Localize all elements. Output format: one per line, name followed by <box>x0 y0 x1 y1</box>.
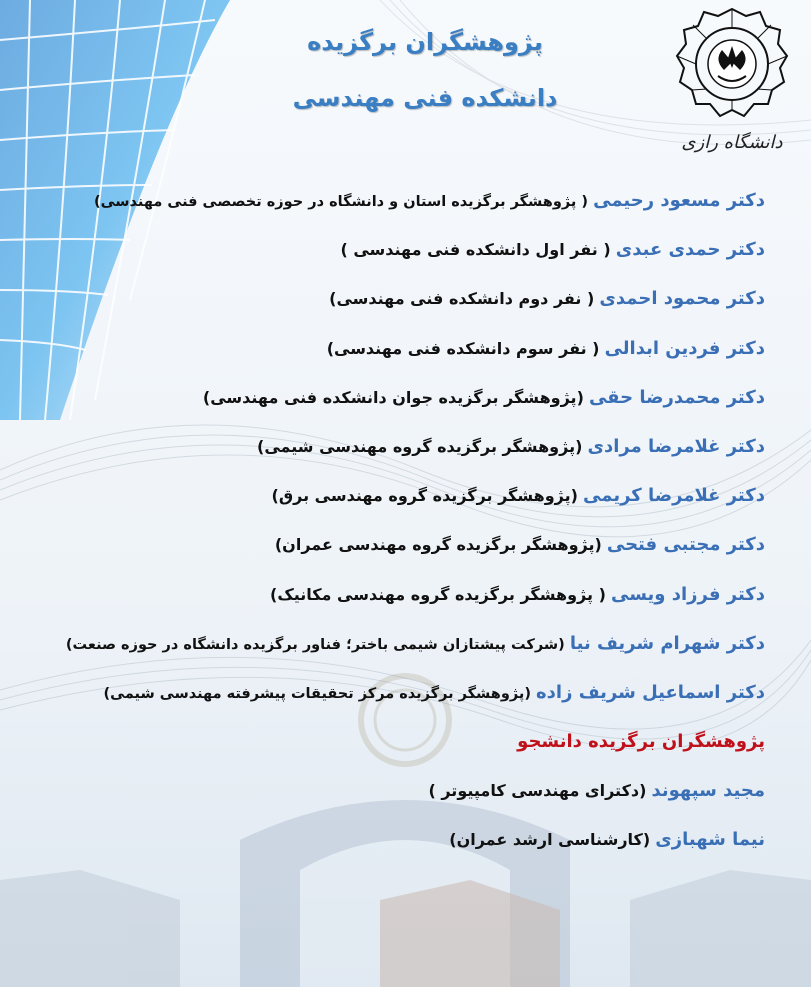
researcher-name: دکتر محمود احمدی <box>599 288 765 310</box>
list-item <box>45 284 765 333</box>
researcher-description: (شرکت پیشتازان شیمی باختر؛ فناور برگزیده دانشگاه در حوزه صنعت) <box>65 636 565 653</box>
researcher-name: دکتر اسماعیل شریف زاده <box>536 681 765 703</box>
page-subtitle: دانشکده فنی مهندسی <box>292 84 558 112</box>
list-item <box>45 825 765 874</box>
researcher-description: (پژوهشگر برگزیده جوان دانشکده فنی مهندسی) <box>202 387 584 407</box>
list-item <box>45 580 765 629</box>
researcher-description: ( نفر سوم دانشکده فنی مهندسی) <box>326 338 600 358</box>
researcher-name: دکتر غلامرضا مرادی <box>587 435 765 457</box>
researcher-name: دکتر حمدی عبدی <box>615 239 765 261</box>
researcher-name: دکتر فردین ابدالی <box>604 337 765 359</box>
researcher-description: ( نفر اول دانشکده فنی مهندسی ) <box>340 240 611 260</box>
student-description: (دکترای مهندسی کامپیوتر ) <box>428 781 647 801</box>
list-item <box>45 383 765 432</box>
students-heading-row <box>45 727 765 776</box>
student-description: (کارشناسی ارشد عمران) <box>449 830 651 850</box>
students-heading: پژوهشگران برگزیده دانشجو <box>517 731 765 753</box>
razi-university-seal-icon <box>662 4 802 129</box>
researcher-name: دکتر مجتبی فتحی <box>606 534 765 556</box>
list-item <box>45 776 765 825</box>
researcher-description: (پژوهشگر برگزیده گروه مهندسی شیمی) <box>257 436 583 456</box>
researcher-description: (پژوهشگر برگزیده مرکز تحقیقات پیشرفته مهندسی شیمی) <box>103 685 531 702</box>
researcher-description: ( پژوهشگر برگزیده گروه مهندسی مکانیک) <box>270 584 606 604</box>
list-item <box>45 235 765 284</box>
researcher-name: دکتر محمدرضا حقی <box>588 386 765 408</box>
researcher-name: دکتر غلامرضا کریمی <box>583 485 765 507</box>
page-header <box>250 22 600 112</box>
student-name: نیما شهبازی <box>655 829 765 851</box>
researcher-description: ( نفر دوم دانشکده فنی مهندسی) <box>329 289 595 309</box>
page-title: پژوهشگران برگزیده <box>307 28 543 56</box>
researcher-description: ( پژوهشگر برگزیده استان و دانشگاه در حوزه تخصصی فنی مهندسی) <box>93 194 589 210</box>
researcher-name: دکتر مسعود رحیمی <box>593 190 765 211</box>
list-item <box>45 629 765 678</box>
researcher-name: دکتر شهرام شریف نیا <box>569 632 765 654</box>
university-logo <box>662 4 802 164</box>
student-name: مجید سپهوند <box>651 780 765 802</box>
researcher-description: (پژوهشگر برگزیده گروه مهندسی برق) <box>271 486 578 506</box>
researcher-name: دکتر فرزاد ویسی <box>610 583 765 605</box>
logo-caption: دانشگاه رازی <box>681 132 783 153</box>
researchers-list <box>45 186 765 875</box>
researcher-description: (پژوهشگر برگزیده گروه مهندسی عمران) <box>274 535 602 555</box>
list-item <box>45 186 765 235</box>
list-item <box>45 530 765 579</box>
list-item <box>45 678 765 727</box>
list-item <box>45 334 765 383</box>
list-item <box>45 481 765 530</box>
list-item <box>45 432 765 481</box>
